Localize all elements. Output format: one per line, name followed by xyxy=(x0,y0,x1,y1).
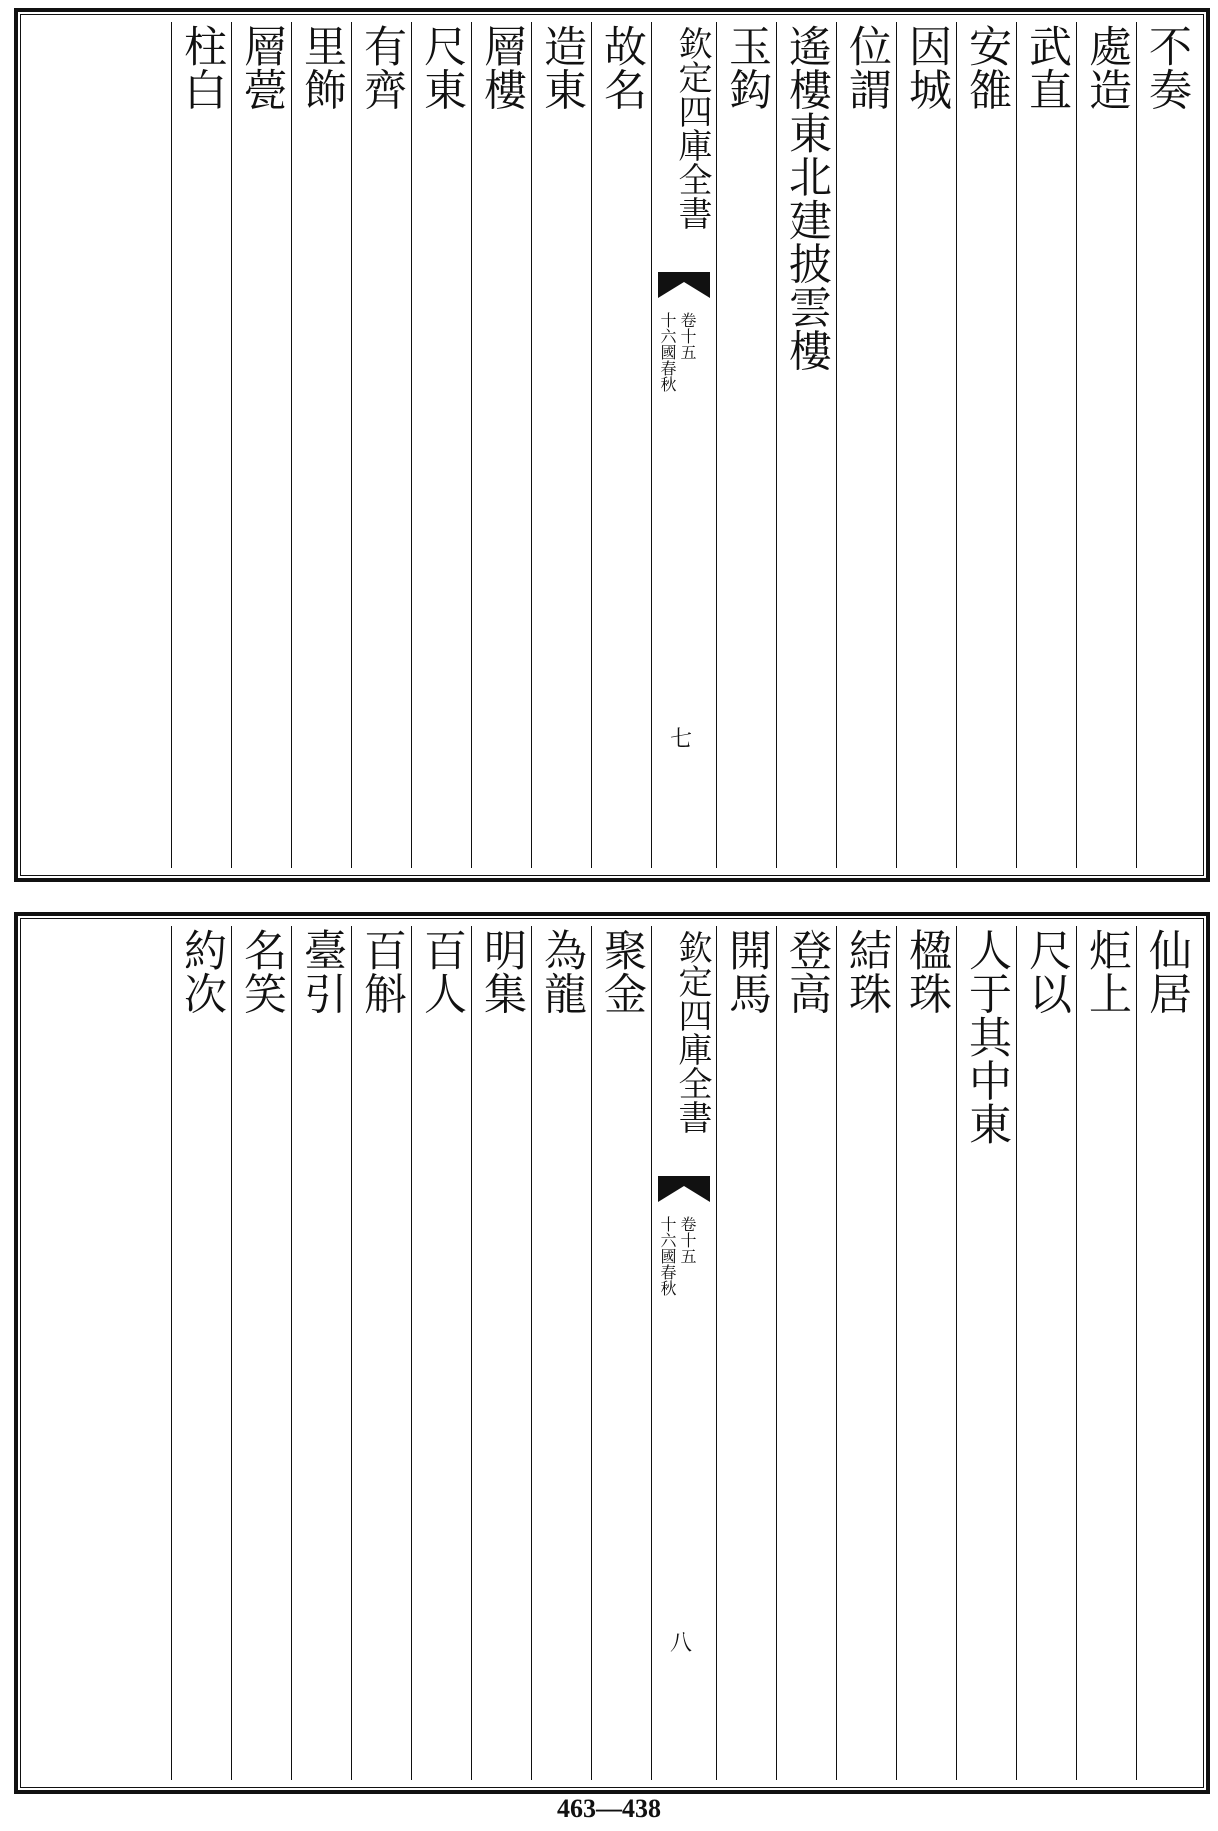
column-text: 武直 xyxy=(1022,24,1072,111)
text-column xyxy=(1016,926,1076,1780)
column-text: 層甍 xyxy=(237,24,287,111)
header-title: 欽定四庫全書 xyxy=(672,930,712,1134)
text-column xyxy=(471,926,531,1780)
column-text: 聚金 xyxy=(597,928,647,1015)
text-column xyxy=(716,22,776,868)
column-text: 玉鈎 xyxy=(722,24,772,111)
column-text: 造東 xyxy=(537,24,587,111)
header-series: 十六國春秋 xyxy=(658,1216,677,1296)
column-text: 不奏 xyxy=(1142,24,1192,111)
top-page-columns xyxy=(28,22,1196,868)
header-series: 十六國春秋 xyxy=(658,312,677,392)
text-column xyxy=(411,926,471,1780)
text-column xyxy=(291,22,351,868)
fish-tail-mark-icon xyxy=(658,1176,710,1202)
column-text: 尺東 xyxy=(417,24,467,111)
text-column xyxy=(776,22,836,868)
text-column xyxy=(591,926,651,1780)
text-column xyxy=(716,926,776,1780)
column-text: 層樓 xyxy=(477,24,527,111)
column-text: 百人 xyxy=(417,928,467,1015)
column-text: 處造 xyxy=(1082,24,1132,111)
page-center-header xyxy=(651,22,716,868)
header-volume: 卷十五 xyxy=(678,1216,697,1264)
text-column xyxy=(956,22,1016,868)
top-page xyxy=(14,8,1210,882)
text-column xyxy=(896,22,956,868)
column-text: 安雒 xyxy=(962,24,1012,111)
column-text: 位謂 xyxy=(842,24,892,111)
column-text: 百斛 xyxy=(357,928,407,1015)
column-text: 人于其中東 xyxy=(962,928,1012,1146)
text-column xyxy=(171,22,231,868)
text-column xyxy=(231,22,291,868)
page-center-header xyxy=(651,926,716,1780)
header-volume: 卷十五 xyxy=(678,312,697,360)
text-column xyxy=(171,926,231,1780)
text-column xyxy=(351,926,411,1780)
column-text: 開馬 xyxy=(722,928,772,1015)
column-text: 臺引 xyxy=(297,928,347,1015)
fish-tail-mark-icon xyxy=(658,272,710,298)
footer-page-code: 463—438 xyxy=(557,1794,661,1823)
text-column xyxy=(531,22,591,868)
text-column xyxy=(1136,926,1196,1780)
column-text: 柱白 xyxy=(177,24,227,111)
column-text: 因城 xyxy=(902,24,952,111)
text-column xyxy=(291,926,351,1780)
text-column xyxy=(896,926,956,1780)
page-number: 七 xyxy=(670,727,693,752)
column-text: 名笑 xyxy=(237,928,287,1015)
bottom-page xyxy=(14,912,1210,1794)
text-column xyxy=(1016,22,1076,868)
text-column xyxy=(411,22,471,868)
column-text: 有齊 xyxy=(357,24,407,111)
header-title: 欽定四庫全書 xyxy=(672,26,712,230)
column-text: 遙樓東北建披雲樓 xyxy=(782,24,832,372)
column-text: 約次 xyxy=(177,928,227,1015)
column-text: 結珠 xyxy=(842,928,892,1015)
text-column xyxy=(471,22,531,868)
column-text: 尺以 xyxy=(1022,928,1072,1015)
column-text: 登高 xyxy=(782,928,832,1015)
column-text: 故名 xyxy=(597,24,647,111)
text-column xyxy=(591,22,651,868)
text-column xyxy=(531,926,591,1780)
column-text: 楹珠 xyxy=(902,928,952,1015)
text-column xyxy=(956,926,1016,1780)
column-text: 里飾 xyxy=(297,24,347,111)
text-column xyxy=(776,926,836,1780)
text-column xyxy=(351,22,411,868)
text-column xyxy=(836,22,896,868)
bottom-page-columns xyxy=(28,926,1196,1780)
text-column xyxy=(836,926,896,1780)
column-text: 仙居 xyxy=(1142,928,1192,1015)
column-text: 為龍 xyxy=(537,928,587,1015)
text-column xyxy=(1076,22,1136,868)
text-column xyxy=(1136,22,1196,868)
column-text: 明集 xyxy=(477,928,527,1015)
page-number: 八 xyxy=(670,1631,693,1656)
column-text: 炬上 xyxy=(1082,928,1132,1015)
text-column xyxy=(231,926,291,1780)
text-column xyxy=(1076,926,1136,1780)
